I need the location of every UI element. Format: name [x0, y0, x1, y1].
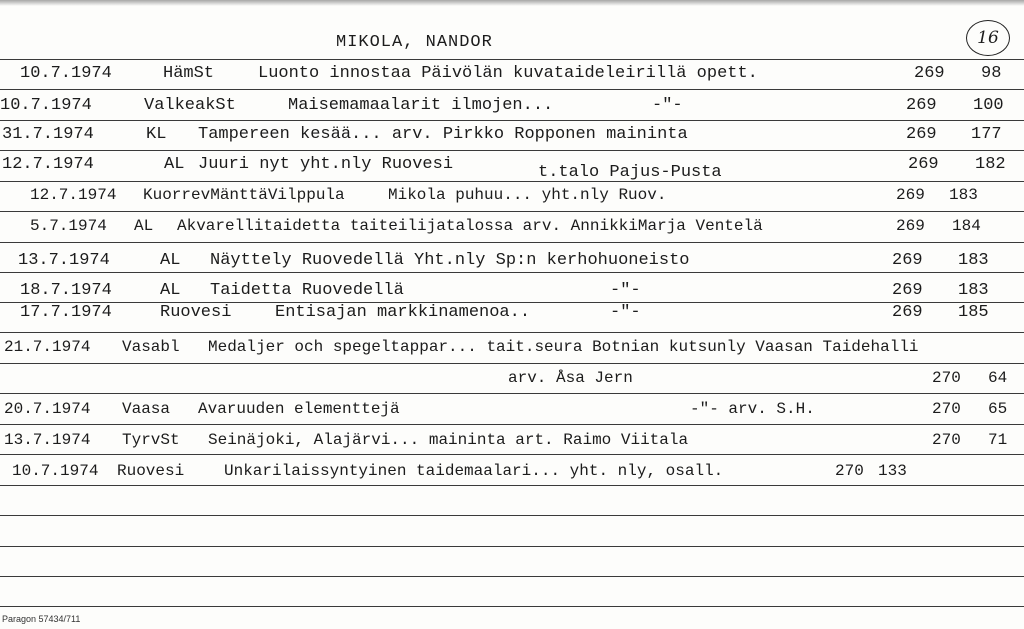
- entry-date: 12.7.1974: [2, 155, 94, 174]
- entry-date: 17.7.1974: [20, 303, 112, 322]
- entry-source: Vaasa: [122, 400, 171, 418]
- page-number-circle: [966, 20, 1010, 56]
- entry-row: [0, 462, 1024, 490]
- ruled-line: [0, 59, 1024, 60]
- entry-row: [0, 125, 1024, 153]
- entry-ditto: -"-: [652, 96, 683, 115]
- entry-date: 20.7.1974: [4, 400, 91, 418]
- entry-date: 31.7.1974: [2, 125, 94, 144]
- ruled-line: [0, 515, 1024, 516]
- entry-volume: 270: [932, 400, 961, 418]
- entry-volume: 269: [892, 281, 923, 300]
- entry-volume: 269: [906, 96, 937, 115]
- entry-volume: 270: [932, 431, 961, 449]
- entry-row-continuation: [0, 369, 1024, 397]
- entry-text: Taidetta Ruovedellä: [210, 281, 404, 300]
- ruled-line: [0, 576, 1024, 577]
- entry-source: Ruovesi: [117, 462, 185, 480]
- entry-volume: 269: [906, 125, 937, 144]
- entry-volume: 269: [892, 303, 923, 322]
- card-footer: Paragon 57434/711: [2, 614, 81, 624]
- entry-date: 13.7.1974: [4, 431, 91, 449]
- entry-text: Entisajan markkinamenoa..: [275, 303, 531, 322]
- entry-page: 184: [952, 217, 981, 235]
- entry-text: Akvarellitaidetta taiteilijatalossa arv. AnnikkiMarja Ventelä: [177, 217, 763, 235]
- entry-volume: 270: [932, 369, 961, 387]
- entry-source: Ruovesi: [160, 303, 232, 322]
- entry-page: 71: [988, 431, 1008, 449]
- entry-source: AL: [160, 251, 181, 270]
- entry-date: 10.7.1974: [20, 64, 112, 83]
- entry-date: 10.7.1974: [12, 462, 99, 480]
- entry-source: TyrvSt: [122, 431, 180, 449]
- entry-source: AL: [134, 217, 154, 235]
- entry-page: 100: [973, 96, 1004, 115]
- entry-ditto: -"-: [610, 303, 641, 322]
- entry-date: 5.7.1974: [30, 217, 107, 235]
- entry-date: 18.7.1974: [20, 281, 112, 300]
- entry-row: [0, 96, 1024, 124]
- entry-text: Unkarilaissyntyinen taidemaalari... yht. nly, osall.: [224, 462, 724, 480]
- entry-text: Juuri nyt yht.nly Ruovesi: [198, 155, 454, 174]
- entry-row: [0, 251, 1024, 279]
- entry-source: KL: [146, 125, 167, 144]
- ruled-line: [0, 606, 1024, 607]
- entry-row: [0, 338, 1024, 366]
- entry-page: 64: [988, 369, 1008, 387]
- page-number: 16: [977, 28, 999, 48]
- entry-text: Mikola puhuu... yht.nly Ruov.: [388, 186, 667, 204]
- entry-date: 21.7.1974: [4, 338, 91, 356]
- card-top-edge: [0, 0, 1024, 6]
- entry-volume: 270: [835, 462, 864, 480]
- entry-page: 98: [981, 64, 1002, 83]
- entry-page: 177: [971, 125, 1002, 144]
- entry-source: ValkeakSt: [144, 96, 236, 115]
- entry-text: Seinäjoki, Alajärvi... maininta art. Raimo Viitala: [208, 431, 689, 449]
- entry-row: [0, 303, 1024, 331]
- ruled-line: [0, 332, 1024, 333]
- entry-source: HämSt: [163, 64, 215, 83]
- entry-volume: 269: [908, 155, 939, 174]
- entry-source: AL: [164, 155, 185, 174]
- entry-source: Vasabl: [122, 338, 180, 356]
- entry-row: [0, 155, 1024, 183]
- entry-note: -"- arv. S.H.: [690, 400, 815, 418]
- entry-row: [0, 217, 1024, 245]
- entry-volume: 269: [892, 251, 923, 270]
- entry-volume: 269: [896, 186, 925, 204]
- entry-row: [0, 64, 1024, 92]
- entry-volume: 269: [896, 217, 925, 235]
- entry-ditto: -"-: [610, 281, 641, 300]
- ruled-line: [0, 546, 1024, 547]
- entry-page: 183: [949, 186, 978, 204]
- entry-row: [0, 186, 1024, 214]
- entry-row: [0, 400, 1024, 428]
- entry-text: Avaruuden elementtejä: [198, 400, 400, 418]
- entry-text: arv. Åsa Jern: [508, 369, 633, 387]
- entry-date: 10.7.1974: [0, 96, 92, 115]
- entry-text: Näyttely Ruovedellä Yht.nly Sp:n kerhohuoneisto: [210, 251, 690, 270]
- entry-text: Tampereen kesää... arv. Pirkko Ropponen maininta: [198, 125, 688, 144]
- entry-note: t.talo Pajus-Pusta: [538, 163, 722, 182]
- entry-date: 12.7.1974: [30, 186, 117, 204]
- entry-source: KuorrevMänttäVilppula: [143, 186, 345, 204]
- entry-page: 182: [975, 155, 1006, 174]
- card-heading: MIKOLA, NANDOR: [336, 33, 493, 52]
- entry-page: 133: [878, 462, 907, 480]
- entry-date: 13.7.1974: [18, 251, 110, 270]
- entry-text: Luonto innostaa Päivölän kuvataideleirillä opett.: [258, 64, 758, 83]
- entry-page: 183: [958, 281, 989, 300]
- entry-volume: 269: [914, 64, 945, 83]
- entry-page: 183: [958, 251, 989, 270]
- entry-row: [0, 431, 1024, 459]
- entry-page: 65: [988, 400, 1008, 418]
- entry-page: 185: [958, 303, 989, 322]
- entry-text: Maisemamaalarit ilmojen...: [288, 96, 554, 115]
- entry-source: AL: [160, 281, 181, 300]
- entry-text: Medaljer och spegeltappar... tait.seura Botnian kutsunly Vaasan Taidehalli: [208, 338, 919, 356]
